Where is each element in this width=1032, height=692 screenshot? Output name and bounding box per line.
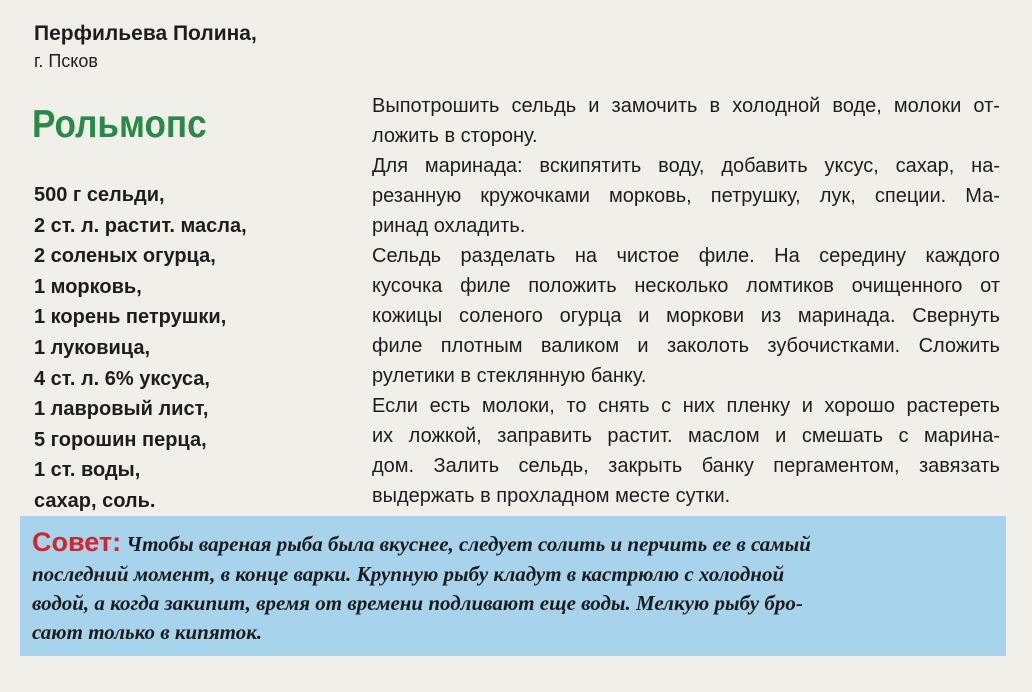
- tip-box: [20, 516, 1006, 656]
- ingredient-item: 1 луковица,: [34, 336, 151, 359]
- method-line: резанную кружочками морковь, петрушку, лук, специи. Ма-: [372, 185, 1000, 207]
- ingredient-item: 5 горошин перца,: [34, 428, 207, 451]
- recipe-method: [372, 91, 1000, 511]
- tip-text-line: Чтобы вареная рыба была вкуснее, следует солить и перчить ее в самый: [126, 532, 811, 556]
- ingredient-item: 2 соленых огурца,: [34, 245, 216, 268]
- ingredient-item: 1 корень петрушки,: [34, 306, 227, 329]
- ingredient-item: 1 морковь,: [34, 275, 142, 298]
- tip-text-line: водой, а когда закипит, время от времени подливают еще воды. Мелкую рыбу бро-: [32, 591, 803, 615]
- ingredient-item: 2 ст. л. растит. масла,: [34, 214, 247, 237]
- method-line: Для маринада: вскипятить воду, добавить уксус, сахар, на-: [372, 155, 1000, 177]
- method-line: Выпотрошить сельдь и замочить в холодной воде, молоки от-: [372, 95, 1000, 117]
- method-line: ложить в сторону.: [372, 125, 538, 147]
- tip-label: Совет:: [32, 527, 122, 557]
- tip-text-line: последний момент, в конце варки. Крупную рыбу кладут в кастрюлю с холодной: [32, 562, 785, 586]
- method-line: их ложкой, заправить растит. маслом и смешать с марина-: [372, 425, 1000, 447]
- ingredient-item: 1 лавровый лист,: [34, 398, 209, 421]
- tip-first-line: [32, 528, 994, 557]
- method-line: кусочка филе положить несколько ломтиков очищенного от: [372, 275, 1000, 297]
- ingredient-item: 500 г сельди,: [34, 184, 165, 206]
- recipe-title: Рольмопс: [32, 103, 207, 146]
- method-line: выдержать в прохладном месте сутки.: [372, 485, 731, 507]
- ingredient-item: 1 ст. воды,: [34, 459, 141, 482]
- ingredients-list: [34, 180, 247, 517]
- method-line: дом. Залить сельдь, закрыть банку пергаментом, завязать: [372, 455, 1000, 477]
- method-line: Сельдь разделать на чистое филе. На середину каждого: [372, 245, 1000, 267]
- author-name: Перфильева Полина,: [34, 22, 257, 45]
- method-line: филе плотным валиком и заколоть зубочистками. Сложить: [372, 335, 1000, 357]
- tip-text-line: сают только в кипяток.: [32, 620, 263, 644]
- ingredient-item: сахар, соль.: [34, 489, 156, 512]
- ingredient-item: 4 ст. л. 6% уксуса,: [34, 367, 210, 390]
- method-line: Если есть молоки, то снять с них пленку и хорошо растереть: [372, 395, 1000, 417]
- method-line: рулетики в стеклянную банку.: [372, 365, 647, 387]
- method-line: ринад охладить.: [372, 215, 526, 237]
- author-city: г. Псков: [34, 51, 98, 71]
- method-line: кожицы соленого огурца и моркови из маринада. Свернуть: [372, 305, 1000, 327]
